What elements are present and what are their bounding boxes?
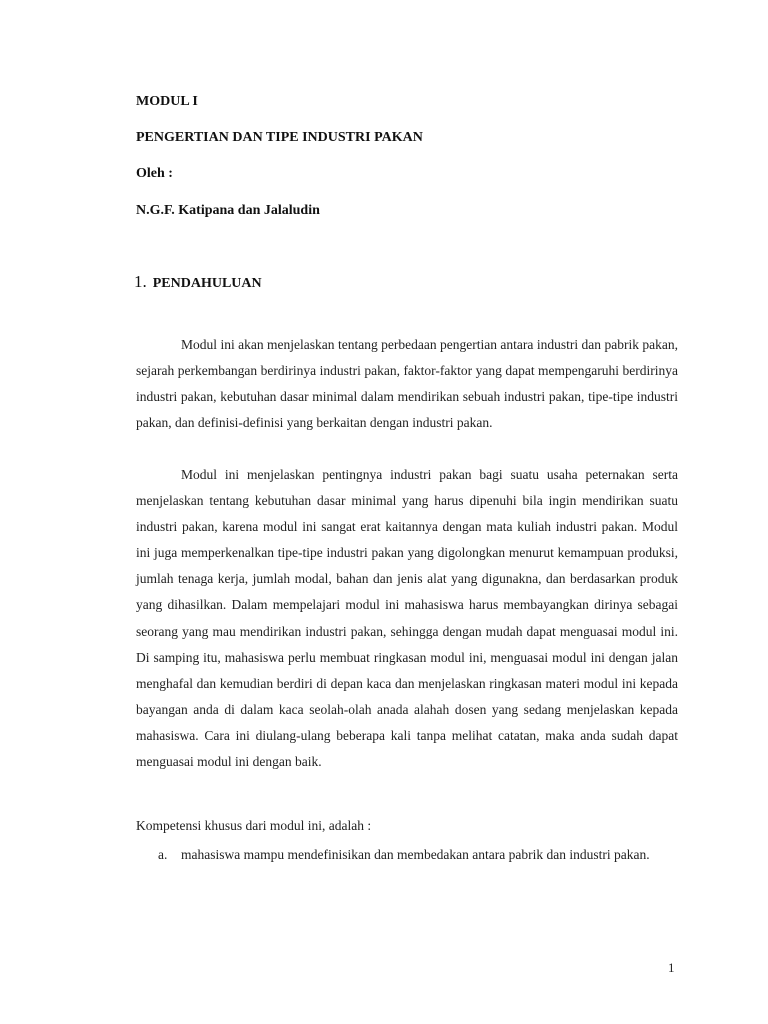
competency-intro: Kompetensi khusus dari modul ini, adalah : bbox=[136, 818, 372, 833]
intro-paragraph-2 bbox=[136, 462, 678, 775]
section-title: PENDAHULUAN bbox=[152, 276, 262, 291]
list-item-text: mahasiswa mampu mendefinisikan dan membedakan antara pabrik dan industri pakan. bbox=[181, 847, 650, 862]
by-label: Oleh : bbox=[136, 166, 173, 181]
module-number: MODUL I bbox=[136, 94, 198, 109]
intro-paragraph-1 bbox=[136, 332, 678, 436]
section-number: 1. bbox=[134, 272, 147, 291]
module-title: PENGERTIAN DAN TIPE INDUSTRI PAKAN bbox=[136, 130, 423, 145]
section-heading bbox=[134, 272, 262, 294]
paragraph-text: Modul ini menjelaskan pentingnya industri pakan bagi suatu usaha peternakan serta menjelaskan tentang kebutuhan dasar minimal yang harus dipenuhi bila ingin mendirikan suatu industri pakan, karena modul ini sangat erat kaitannya dengan mata kuliah industri pakan. Modul ini juga memperkenalkan tipe-tipe industri pakan yang digolongkan menurut kemampuan produksi, jumlah tenaga kerja, jumlah modal, bahan dan jenis alat yang digunakna, dan berdasarkan produk yang dihasilkan. Dalam mempelajari modul ini mahasiswa harus membayangkan dirinya sebagai seorang yang mau mendirikan industri pakan, sehingga dengan mudah dapat menguasai modul ini. Di samping itu, mahasiswa perlu membuat ringkasan modul ini, menguasai modul ini dengan jalan menghafal dan kemudian berdiri di depan kaca dan menjelaskan ringkasan materi modul ini kepada bayangan anda di dalam kaca seolah-olah anada alahah dosen yang sedang menjelaskan kepada mahasiswa. Cara ini diulang-ulang beberapa kali tanpa melihat catatan, maka anda sudah dapat menguasai modul ini dengan baik. bbox=[136, 467, 678, 770]
page-number: 1 bbox=[668, 960, 675, 975]
paragraph-text: Modul ini akan menjelaskan tentang perbedaan pengertian antara industri dan pabrik pakan, sejarah perkembangan berdirinya industri pakan, faktor-faktor yang dapat mempengaruhi berdirinya industri pakan, kebutuhan dasar minimal dalam mendirikan sebuah industri pakan, tipe-tipe industri pakan, dan definisi-definisi yang berkaitan dengan industri pakan. bbox=[136, 337, 678, 431]
list-marker: a. bbox=[158, 847, 168, 862]
author-names: N.G.F. Katipana dan Jalaludin bbox=[136, 203, 320, 218]
competency-list-item bbox=[136, 840, 678, 869]
